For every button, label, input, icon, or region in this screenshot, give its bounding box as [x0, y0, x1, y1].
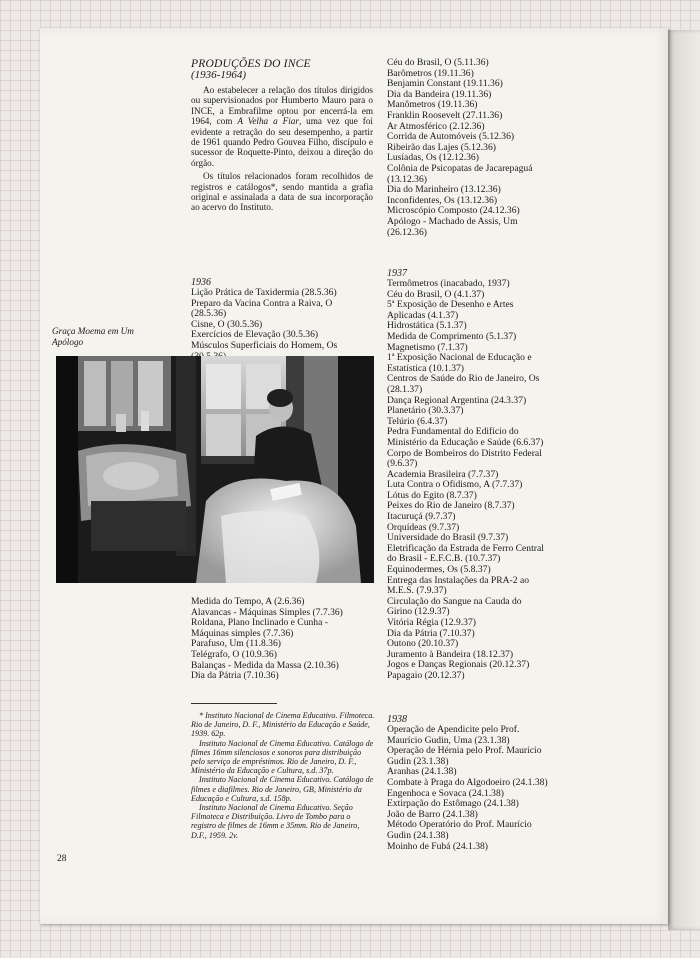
footnote-entry: * Instituto Nacional de Cinema Educativo. Filmoteca. Rio de Janeiro, D. F., Ministério da Educação e Saúde, 1939. 62p. — [191, 711, 375, 739]
film-list-line: 1ª Exposição Nacional de Educação e — [387, 352, 532, 364]
intro-p1-film-title: A Velha a Fiar — [237, 116, 299, 127]
film-list-line: Magnetismo (7.1.37) — [387, 341, 468, 353]
film-list-line: Vitória Régia (12.9.37) — [387, 617, 476, 628]
film-still-image — [56, 356, 374, 583]
film-list-line: 5ª Exposição de Desenho e Artes — [387, 299, 514, 311]
page-title: PRODUÇÕES DO INCE — [191, 58, 311, 70]
film-list-line: Preparo da Vacina Contra a Raiva, O — [191, 297, 333, 309]
film-list-1936-a — [191, 288, 376, 362]
film-list-line: Outono (20.10.37) — [387, 638, 459, 650]
film-list-line: Lótus do Egito (8.7.37) — [387, 489, 477, 501]
film-list-1936-b — [191, 597, 381, 682]
intro-paragraph-2: Os títulos relacionados foram recolhidos de registros e catálogos*, sendo mantida a grafia original e assinalada a data de sua incorporação ao acervo do Instituto. — [191, 171, 373, 213]
film-list-line: Céu do Brasil, O (4.1.37) — [387, 288, 485, 300]
film-list-line: Gudin (24.1.38) — [387, 829, 449, 841]
footnote-entry: Instituto Nacional de Cinema Educativo. Seção Filmoteca e Distribuição. Livro de Tombo para o registro de filmes de 16mm e 35mm. Rio de Janeiro, D.F., 1959. 2v. — [191, 803, 360, 840]
film-list-line: Medida do Tempo, A (2.6.36) — [191, 596, 305, 607]
film-list-line: Cisne, O (30.5.36) — [191, 318, 263, 330]
film-list-line: Extirpação do Estômago (24.1.38) — [387, 798, 519, 810]
film-list-line: (28.1.37) — [387, 383, 423, 395]
film-list-line: Colônia de Psicopatas de Jacarepaguá — [387, 162, 533, 174]
film-list-line: Lusíadas, Os (12.12.36) — [387, 152, 479, 164]
year-heading-1936: 1936 — [191, 277, 211, 288]
film-list-line: Manômetros (19.11.36) — [387, 99, 478, 111]
film-list-line: Peixes do Rio de Janeiro (8.7.37) — [387, 500, 515, 512]
film-list-line: Corrida de Automóveis (5.12.36) — [387, 131, 515, 143]
film-list-line: Pedra Fundamental do Edifício do — [387, 426, 519, 438]
film-list-line: Equinodermes, Os (5.8.37) — [387, 564, 491, 576]
film-list-line: Franklin Roosevelt (27.11.36) — [387, 109, 503, 121]
film-list-line: Dança Regional Argentina (24.3.37) — [387, 394, 527, 406]
film-list-line: Benjamin Constant (19.11.36) — [387, 78, 503, 90]
film-list-line: Combate à Praga do Algodoeiro (24.1.38) — [387, 776, 548, 788]
film-list-line: Aranhas (24.1.38) — [387, 766, 457, 778]
intro-text — [191, 85, 373, 213]
film-list-line: Céu do Brasil, O (5.11.36) — [387, 57, 489, 68]
film-list-line: Estatística (10.1.37) — [387, 362, 464, 374]
film-list-line: Lição Prática de Taxidermia (28.5.36) — [191, 287, 337, 298]
film-list-line: Girino (12.9.37) — [387, 606, 450, 618]
film-list-line: Dia da Bandeira (19.11.36) — [387, 88, 492, 100]
film-list-line: Inconfidentes, Os (13.12.36) — [387, 194, 498, 206]
page-number: 28 — [57, 854, 67, 864]
film-list-line: Moinho de Fubá (24.1.38) — [387, 840, 488, 852]
film-list-line: Engenhoca e Sovaca (24.1.38) — [387, 787, 504, 799]
film-list-line: Método Operatório do Prof. Maurício — [387, 819, 532, 831]
film-list-line: Balanças - Medida da Massa (2.10.36) — [191, 659, 339, 671]
film-list-line: Circulação do Sangue na Cauda do — [387, 595, 522, 607]
film-list-line: Universidade do Brasil (9.7.37) — [387, 532, 509, 544]
year-heading-1938: 1938 — [387, 714, 407, 725]
film-list-1936-c — [387, 58, 587, 238]
film-list-line: Centros de Saúde do Rio de Janeiro, Os — [387, 373, 540, 385]
film-list-line: Ribeirão das Lajes (5.12.36) — [387, 141, 496, 153]
film-still-photo — [56, 356, 374, 583]
footnote-entry: Instituto Nacional de Cinema Educativo. Catálogo de filmes 16mm silenciosos e sonoros para distribuição pelo serviço de empréstimos. Rio de Janeiro, D. F., Ministério da Educação e Cultura, s.d. 37p. — [191, 738, 374, 776]
photo-caption: Graça Moema em Um Apólogo — [52, 326, 134, 347]
film-list-line: Operação de Apendicite pelo Prof. — [387, 724, 520, 735]
film-list-line: Aplicadas (4.1.37) — [387, 309, 459, 321]
film-list-line: Microscópio Composto (24.12.36) — [387, 205, 520, 217]
year-heading-1937: 1937 — [387, 268, 407, 279]
film-list-line: Telúrio (6.4.37) — [387, 415, 448, 427]
film-list-line: Medida de Comprimento (5.1.37) — [387, 330, 517, 342]
footnotes — [191, 711, 375, 840]
film-list-line: Planetário (30.3.37) — [387, 405, 464, 417]
film-list-line: Maurício Gudin, Uma (23.1.38) — [387, 734, 510, 746]
film-list-line: Apólogo - Machado de Assis, Um — [387, 215, 518, 227]
film-list-line: Orquídeas (9.7.37) — [387, 521, 460, 533]
page-subtitle: (1936-1964) — [191, 69, 246, 81]
film-list-line: do Brasil - E.F.C.B. (10.7.37) — [387, 553, 501, 565]
next-page-edge — [668, 30, 700, 930]
film-list-line: Telégrafo, O (10.9.36) — [191, 648, 277, 660]
film-list-line: Exercícios de Elevação (30.5.36) — [191, 329, 319, 341]
film-list-line: Músculos Superficiais do Homem, Os — [191, 339, 338, 351]
film-list-line: (13.12.36) — [387, 173, 427, 185]
film-list-line: Parafuso, Um (11.8.36) — [191, 638, 281, 650]
film-list-line: Luta Contra o Ofidismo, A (7.7.37) — [387, 479, 523, 491]
footnote-entry: Instituto Nacional de Cinema Educativo. Catálogo de filmes e diafilmes. Rio de Janeiro, GB, Ministério da Educação e Cultura, s.d. 158p. — [191, 775, 374, 803]
film-list-1937 — [387, 279, 602, 682]
film-list-line: Alavancas - Máquinas Simples (7.7.36) — [191, 606, 343, 618]
film-list-line: Dia do Marinheiro (13.12.36) — [387, 184, 501, 196]
intro-p1-text: Ao estabelecer a relação dos títulos dirigidos ou supervisionados por Humberto Mauro para o INCE, a Embrafilme optou por encerrá-la em 1964, com — [191, 85, 373, 127]
film-list-line: Dia da Pátria (7.10.37) — [387, 627, 475, 639]
film-list-line: Academia Brasileira (7.7.37) — [387, 468, 499, 480]
film-list-line: Máquinas simples (7.7.36) — [191, 627, 294, 639]
film-list-line: Ar Atmosférico (2.12.36) — [387, 120, 485, 132]
film-list-1938 — [387, 725, 602, 852]
film-list-line: (9.6.37) — [387, 458, 418, 470]
film-list-line: Itacuruçá (9.7.37) — [387, 511, 456, 523]
film-list-line: M.E.S. (7.9.37) — [387, 585, 447, 597]
film-list-line: Papagaio (20.12.37) — [387, 669, 465, 681]
film-list-line: Jogos e Danças Regionais (20.12.37) — [387, 659, 530, 671]
film-list-line: Termômetros (inacabado, 1937) — [387, 278, 510, 289]
intro-p1-text-end: , uma vez que foi evidente a retração do seu desempenho, a partir de 1961 quando Pedro Gouvea Filho, discípulo e sucessor de Roquette-Pinto, deixou a direção do órgão. — [191, 116, 373, 168]
film-list-line: Ministério da Educação e Saúde (6.6.37) — [387, 436, 544, 448]
film-list-line: Roldana, Plano Inclinado e Cunha - — [191, 617, 328, 629]
film-list-line: Entrega das Instalações da PRA-2 ao — [387, 574, 529, 586]
film-list-line: Juramento à Bandeira (18.12.37) — [387, 648, 514, 660]
film-list-line: Barômetros (19.11.36) — [387, 67, 474, 79]
film-list-line: Operação de Hérnia pelo Prof. Maurício — [387, 745, 542, 757]
footnote-rule — [191, 703, 277, 704]
film-list-line: Dia da Pátria (7.10.36) — [191, 670, 279, 682]
film-list-line: (28.5.36) — [191, 308, 227, 320]
film-list-line: Hidrostática (5.1.37) — [387, 320, 467, 332]
film-list-line: (26.12.36) — [387, 226, 427, 238]
film-list-line: Corpo de Bombeiros do Distrito Federal — [387, 447, 542, 459]
film-list-line: Eletrificação da Estrada de Ferro Central — [387, 542, 544, 554]
intro-paragraph-1 — [191, 85, 373, 168]
film-list-line: Gudin (23.1.38) — [387, 755, 449, 767]
film-list-line: João de Barro (24.1.38) — [387, 808, 478, 820]
